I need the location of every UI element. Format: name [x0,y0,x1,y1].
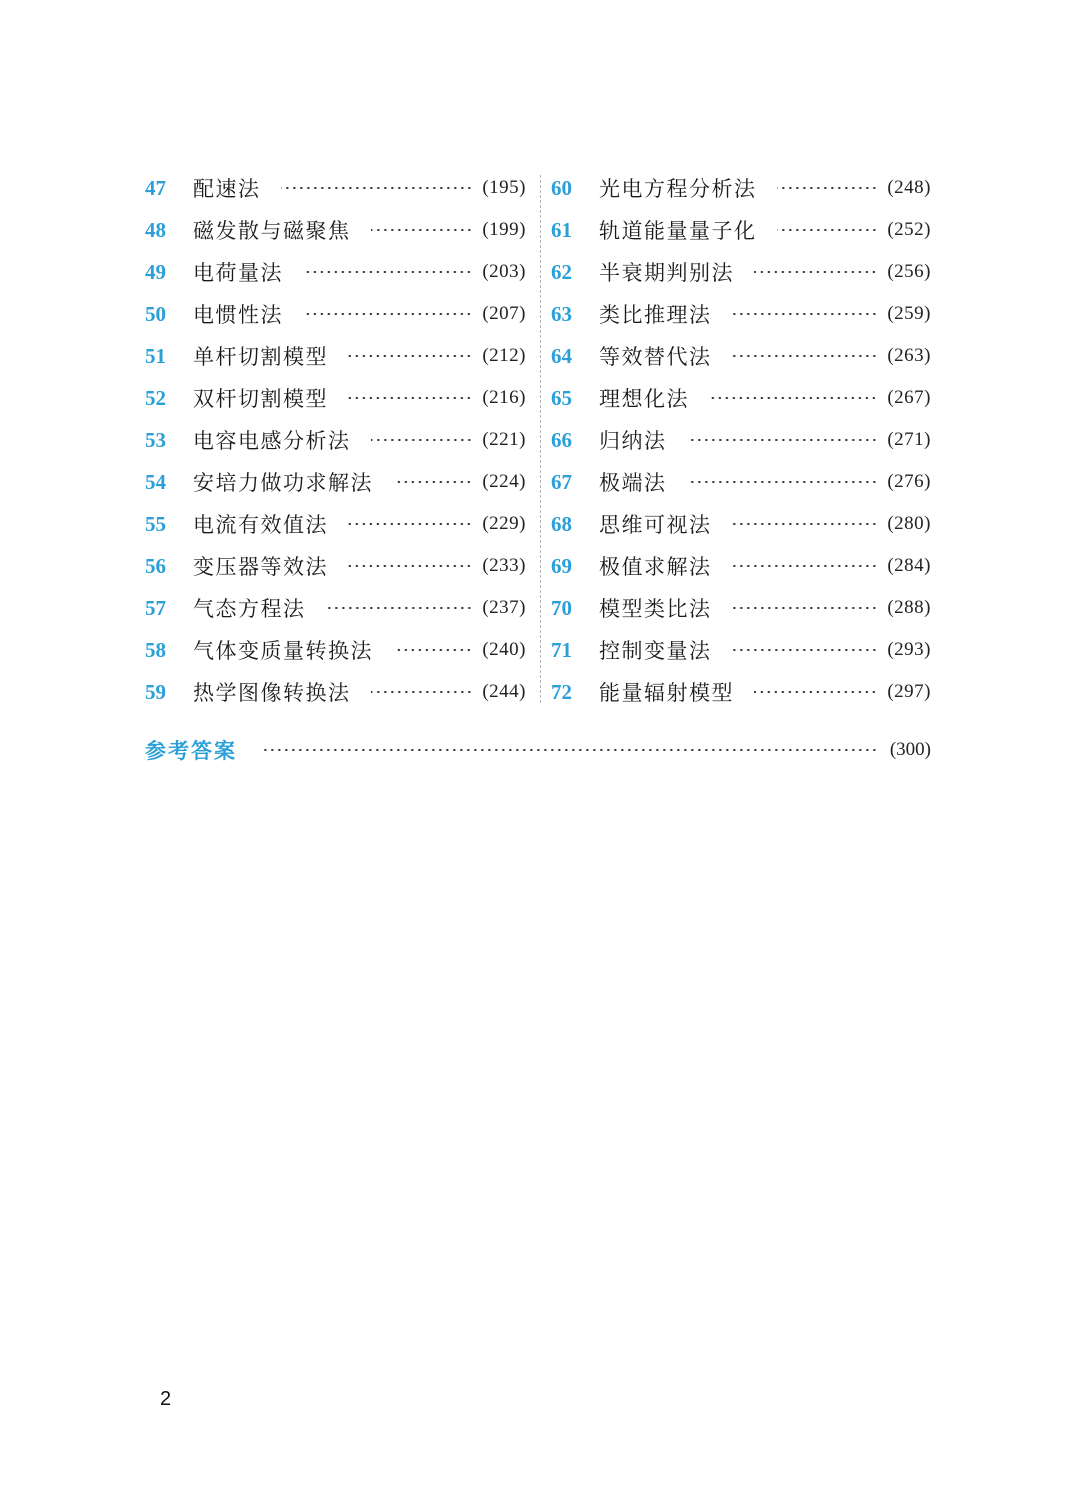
chapter-title: 等效替代法 [599,345,712,369]
chapter-title: 极值求解法 [599,555,712,579]
chapter-number: 59 [145,679,166,704]
toc-entry[interactable] [145,339,526,373]
chapter-number: 69 [551,553,572,578]
page-ref: (195) [482,177,526,198]
chapter-number: 56 [145,553,166,578]
answers-page-ref: (300) [889,739,931,760]
page-ref: (199) [482,219,526,240]
chapter-number: 55 [145,511,166,536]
toc-entry[interactable] [551,549,931,583]
answers-entry[interactable] [145,733,931,767]
page-ref: (203) [482,261,526,282]
dot-leader [777,229,878,231]
dot-leader [732,523,878,525]
page-ref: (256) [887,261,931,282]
toc-entry[interactable] [145,381,526,415]
toc-entry[interactable] [145,591,526,625]
toc-entry[interactable] [145,297,526,331]
chapter-title: 极端法 [599,471,667,495]
chapter-title: 电荷量法 [193,261,283,285]
page-ref: (244) [482,681,526,702]
page-ref: (207) [482,303,526,324]
toc-entry[interactable] [551,339,931,373]
dot-leader [348,523,472,525]
chapter-number: 64 [551,343,572,368]
dot-leader [303,313,472,315]
toc-entry[interactable] [551,633,931,667]
page-ref: (233) [482,555,526,576]
dot-leader [732,565,878,567]
toc-entry[interactable] [145,549,526,583]
dot-leader [709,397,877,399]
toc-entry[interactable] [551,255,931,289]
page-ref: (267) [887,387,931,408]
page-ref: (259) [887,303,931,324]
column-divider [540,175,541,703]
page-ref: (216) [482,387,526,408]
dot-leader [754,691,877,693]
answers-title: 参考答案 [145,738,237,763]
chapter-title: 能量辐射模型 [599,681,734,705]
page-ref: (297) [887,681,931,702]
dot-leader [754,271,877,273]
chapter-title: 电惯性法 [193,303,283,327]
toc-entry[interactable] [551,381,931,415]
dot-leader [281,187,473,189]
toc-entry[interactable] [551,213,931,247]
toc-entry[interactable] [145,255,526,289]
dot-leader [348,397,472,399]
page-ref: (263) [887,345,931,366]
chapter-title: 电容电感分析法 [193,429,351,453]
table-of-contents [145,167,931,707]
chapter-number: 47 [145,175,166,200]
page-ref: (276) [887,471,931,492]
chapter-number: 60 [551,175,572,200]
chapter-title: 轨道能量量子化 [599,219,757,243]
page-ref: (224) [482,471,526,492]
page-ref: (240) [482,639,526,660]
page-ref: (293) [887,639,931,660]
page-number: 2 [160,1388,172,1410]
toc-entry[interactable] [145,507,526,541]
toc-entry[interactable] [551,171,931,205]
dot-leader [371,229,473,231]
toc-entry[interactable] [145,633,526,667]
page-ref: (271) [887,429,931,450]
chapter-title: 半衰期判别法 [599,261,734,285]
chapter-number: 54 [145,469,166,494]
dot-leader [326,607,473,609]
chapter-number: 57 [145,595,166,620]
page-ref: (248) [887,177,931,198]
toc-entry[interactable] [551,591,931,625]
dot-leader [348,565,472,567]
chapter-title: 模型类比法 [599,597,712,621]
chapter-title: 配速法 [193,177,261,201]
page-ref: (284) [887,555,931,576]
chapter-title: 变压器等效法 [193,555,328,579]
chapter-number: 67 [551,469,572,494]
chapter-title: 热学图像转换法 [193,681,351,705]
chapter-number: 50 [145,301,166,326]
chapter-number: 58 [145,637,166,662]
toc-entry[interactable] [145,171,526,205]
toc-entry[interactable] [551,507,931,541]
chapter-number: 48 [145,217,166,242]
toc-entry[interactable] [145,213,526,247]
chapter-number: 65 [551,385,572,410]
dot-leader [263,749,878,751]
chapter-title: 电流有效值法 [193,513,328,537]
chapter-title: 光电方程分析法 [599,177,757,201]
dot-leader [732,649,878,651]
chapter-number: 52 [145,385,166,410]
dot-leader [303,271,472,273]
page-ref: (229) [482,513,526,534]
chapter-title: 磁发散与磁聚焦 [193,219,351,243]
chapter-title: 思维可视法 [599,513,712,537]
chapter-title: 气态方程法 [193,597,306,621]
chapter-title: 控制变量法 [599,639,712,663]
chapter-number: 70 [551,595,572,620]
chapter-title: 气体变质量转换法 [193,639,373,663]
toc-entry[interactable] [551,675,931,709]
dot-leader [371,439,473,441]
page-ref: (288) [887,597,931,618]
page-ref: (212) [482,345,526,366]
chapter-number: 62 [551,259,572,284]
dot-leader [732,607,878,609]
chapter-title: 类比推理法 [599,303,712,327]
dot-leader [371,691,473,693]
chapter-title: 双杆切割模型 [193,387,328,411]
chapter-number: 49 [145,259,166,284]
dot-leader [732,355,878,357]
chapter-number: 68 [551,511,572,536]
page-ref: (237) [482,597,526,618]
dot-leader [348,355,472,357]
toc-entry[interactable] [145,675,526,709]
page-ref: (280) [887,513,931,534]
chapter-number: 53 [145,427,166,452]
toc-entry[interactable] [551,423,931,457]
chapter-title: 归纳法 [599,429,667,453]
toc-entry[interactable] [551,465,931,499]
page-ref: (252) [887,219,931,240]
chapter-title: 安培力做功求解法 [193,471,373,495]
dot-leader [732,313,878,315]
chapter-number: 71 [551,637,572,662]
toc-entry[interactable] [551,297,931,331]
chapter-number: 66 [551,427,572,452]
dot-leader [687,481,878,483]
chapter-title: 理想化法 [599,387,689,411]
dot-leader [393,649,472,651]
chapter-title: 单杆切割模型 [193,345,328,369]
chapter-number: 51 [145,343,166,368]
chapter-number: 63 [551,301,572,326]
chapter-number: 61 [551,217,572,242]
chapter-number: 72 [551,679,572,704]
toc-entry[interactable] [145,465,526,499]
dot-leader [777,187,878,189]
dot-leader [687,439,878,441]
toc-entry[interactable] [145,423,526,457]
page-ref: (221) [482,429,526,450]
dot-leader [393,481,472,483]
